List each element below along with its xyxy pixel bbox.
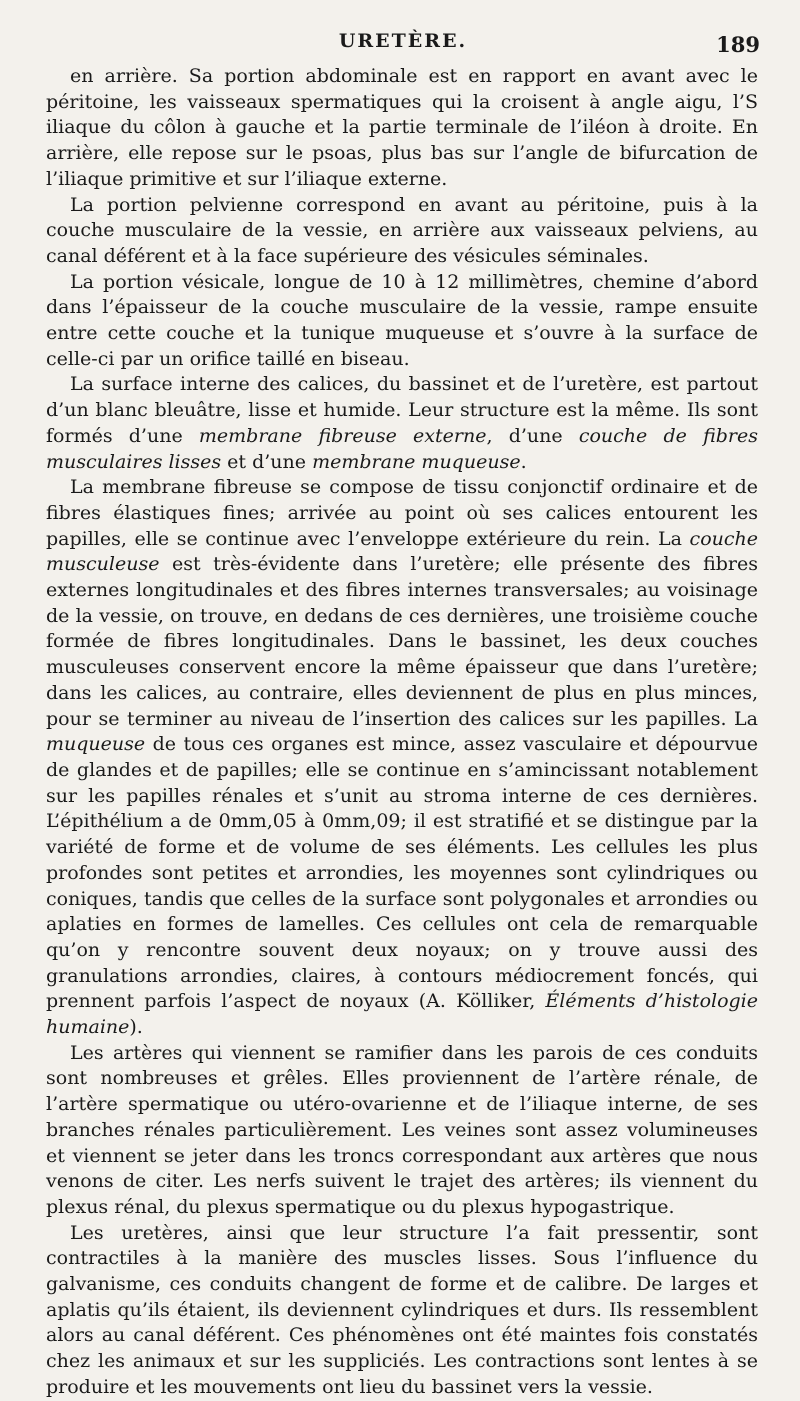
paragraph [46,475,758,1040]
running-head: URETÈRE. [338,30,468,52]
paragraph [46,1221,758,1401]
body-text [46,64,758,1401]
italic-term: couche musculeuse [46,527,758,576]
italic-term: membrane fibreuse externe [198,424,487,447]
italic-term: Éléments d’histologie humaine [46,990,759,1039]
text-run: . [520,450,527,473]
text-run: La portion vésicale, longue de 10 à 12 millimètres, chemine d’abord dans l’épaisseur de la couche musculaire de la vessie, rampe ensuite entre cette couche et la tunique muqueuse et s’ouvre à la surface de celle-ci par un orifice taillé en biseau. [46,270,758,370]
text-run: ). [129,1016,143,1039]
paragraph [46,270,758,373]
text-run: en arrière. Sa portion abdominale est en rapport en avant avec le péritoine, les vaisseaux spermatiques qui la croisent à angle aigu, l’S iliaque du côlon à gauche et la partie terminale de l’iléon à droite. En arrière, elle repose sur le psoas, plus bas sur l’angle de bifurcation de l’iliaque primitive et sur l’iliaque externe. [46,65,758,190]
paragraph [46,193,758,270]
text-run: de tous ces organes est mince, assez vasculaire et dépourvue de glandes et de papilles; elle se continue en s’amincissant notablement sur les papilles rénales et s’unit au stroma interne de ces dernières. L’épithélium a de 0mm,05 à 0mm,09; il est stratifié et se distingue par la variété de forme et de volume de ses éléments. Les cellules les plus profondes sont petites et arrondies, les moyennes sont cylindriques ou coniques, tandis que celles de la surface sont polygonales et arrondies ou aplaties en formes de lamelles. Ces cellules ont cela de remarquable qu’on y rencontre souvent deux noyaux; on y trouve aussi des granulations arrondies, claires, à contours médiocrement foncés, qui prennent parfois l’aspect de noyaux (A. Kölliker, [46,733,758,1013]
paragraph [46,372,758,475]
paragraph [46,64,758,193]
text-run: Les uretères, ainsi que leur structure l’a fait pressentir, sont contractiles à la manière des muscles lisses. Sous l’influence du galvanisme, ces conduits changent de forme et de calibre. De larges et aplatis qu’ils étaient, ils deviennent cylindriques et durs. Ils ressemblent alors au canal déférent. Ces phénomènes ont été maintes fois constatés chez les animaux et sur les suppliciés. Les contractions sont lentes à se produire et les mouvements ont lieu du bassinet vers la vessie. [46,1221,758,1398]
text-run: La surface interne des calices, du bassinet et de l’uretère, est partout d’un blanc bleuâtre, lisse et humide. Leur structure est la même. Ils sont formés d’une [46,373,758,447]
text-run: et d’une [221,450,313,473]
text-run: La membrane fibreuse se compose de tissu conjonctif ordinaire et de fibres élastiques fines; arrivée au point où ses calices entourent les papilles, elle se continue avec l’enveloppe extérieure du rein. La [46,476,758,550]
paragraph [46,1041,758,1221]
italic-term: membrane muqueuse [312,450,521,473]
text-run: Les artères qui viennent se ramifier dans les parois de ces conduits sont nombreuses et grêles. Elles proviennent de l’artère rénale, de l’artère spermatique ou utéro-ovarienne et de l’iliaque interne, de ses branches rénales particulièrement. Les veines sont assez volumineuses et viennent se jeter dans les troncs correspondant aux artères que nous venons de citer. Les nerfs suivent le trajet des artères; ils viennent du plexus rénal, du plexus spermatique ou du plexus hypogastrique. [46,1041,758,1218]
text-run: est très-évidente dans l’uretère; elle présente des fibres externes longitudinales et des fibres internes transversales; au voisinage de la vessie, on trouve, en dedans de ces dernières, une troisième couche formée de fibres longitudinales. Dans le bassinet, les deux couches musculeuses conservent encore la même épaisseur que dans l’uretère; dans les calices, au contraire, elles deviennent de plus en plus minces, pour se terminer au niveau de l’insertion des calices sur les papilles. La [46,553,758,730]
text-run: , d’une [486,424,579,447]
page-number: 189 [716,32,760,57]
text-run: La portion pelvienne correspond en avant au péritoine, puis à la couche musculaire de la vessie, en arrière aux vaisseaux pelviens, au canal déférent et à la face supérieure des vésicules séminales. [46,193,758,267]
italic-term: couche de fibres musculaires lisses [46,424,758,473]
page-header [46,30,760,60]
italic-term: muqueuse [46,733,146,756]
